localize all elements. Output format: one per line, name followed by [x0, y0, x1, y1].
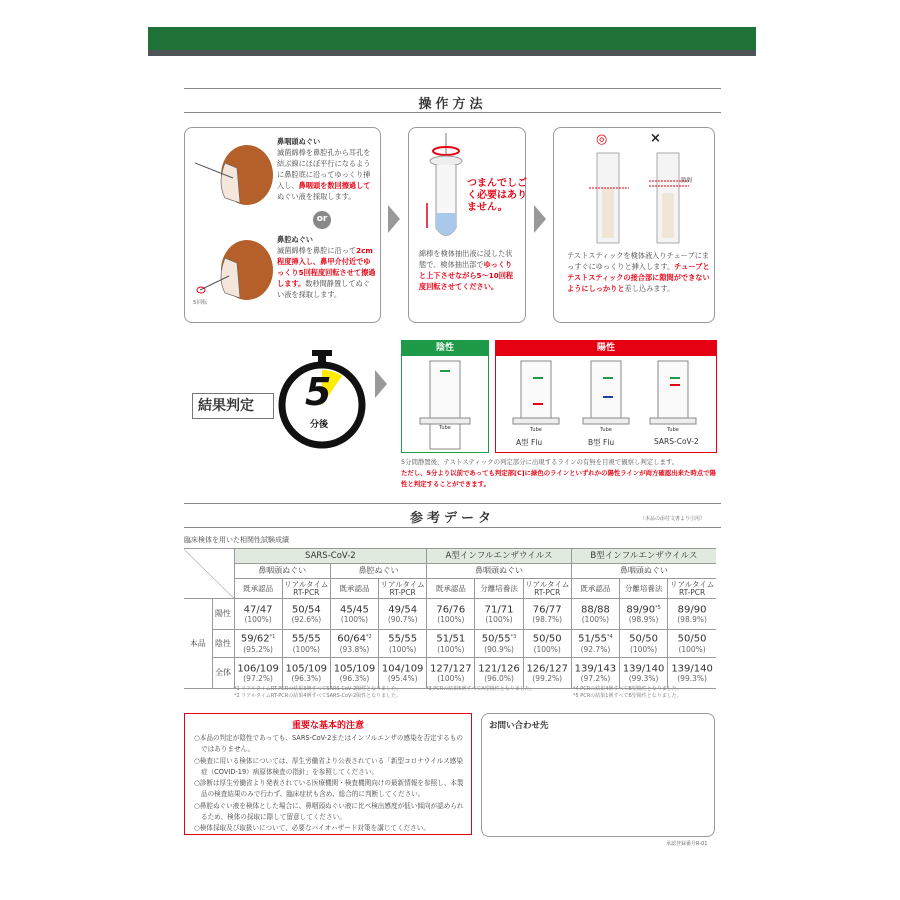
tube-label: Tube — [600, 427, 612, 433]
cell-value: 139/140 — [622, 663, 665, 675]
data-cell — [571, 658, 619, 689]
data-cell — [475, 630, 523, 658]
cell-value: 49/54 — [388, 604, 418, 616]
step-1-card — [184, 127, 381, 323]
cell-footnote-mark: *4 — [606, 634, 613, 641]
footnote: *2 リアルタイムRT-PCRの結果4例すべてSARS-CoV-2陽性となりました。 — [234, 693, 402, 699]
table-row — [184, 599, 716, 630]
cell-value: 50/50 — [677, 633, 707, 645]
note-item: ○鼻腔ぬぐい液を検体とした場合に、鼻咽頭ぬぐい液に比べ検出感度が低い傾向が認められるため、検体の採取に際して留意してください。 — [194, 801, 464, 822]
row-label: 陰性 — [212, 630, 234, 658]
contact-title: お問い合わせ先 — [489, 721, 549, 731]
data-cell — [668, 630, 716, 658]
footnote: *5 PCRの結果1例すべてB型陽性となりました。 — [573, 693, 682, 699]
tube-label: Tube — [439, 425, 451, 431]
cell-percent: (100%) — [629, 644, 658, 654]
cell-percent: (90.7%) — [387, 615, 418, 625]
step1-text-b2: 数秒間静置してぬぐい液を採取します。 — [277, 279, 370, 299]
cell-value: 47/47 — [243, 604, 273, 616]
cell-percent: (92.6%) — [291, 615, 322, 625]
positive-strips-illustration — [496, 356, 718, 436]
data-cell — [330, 658, 378, 689]
data-cell — [475, 658, 523, 689]
step1-text-a: 滅菌綿棒を鼻腔孔から耳孔を結ぶ線にほぼ平行になるように鼻腔底に沿ってゆっくり挿入し、 — [277, 148, 371, 190]
approval-number: 承認登録番号R-01 — [666, 841, 708, 847]
cell-value: 50/50 — [629, 633, 658, 645]
cell-percent: (100%) — [340, 615, 369, 625]
insertion-illustration — [589, 148, 709, 248]
divider — [184, 503, 721, 504]
divider — [184, 527, 721, 528]
cell-percent: (92.7%) — [580, 644, 611, 654]
cell-value: 51/51 — [436, 633, 466, 645]
data-cell — [620, 658, 668, 689]
table-row — [184, 630, 716, 658]
extraction-tube-illustration — [421, 133, 471, 243]
sub-header: 鼻咽頭ぬぐい — [234, 564, 330, 579]
reference-source: （本品の添付文書より引用） — [640, 516, 706, 522]
step2-text: 綿棒を検体抽出液に浸した状態で、検体抽出部で — [419, 249, 513, 269]
result-label: 結果判定 — [192, 393, 274, 419]
sub-header: 鼻咽頭ぬぐい — [571, 564, 716, 579]
cell-value: 105/109 — [285, 663, 328, 675]
tube-label: Tube — [667, 427, 679, 433]
cell-value: 59/62 — [240, 633, 270, 645]
cell-percent: (97.2%) — [243, 674, 273, 684]
cell-value: 88/88 — [580, 604, 610, 616]
data-cell — [379, 658, 427, 689]
step1-red-a: 鼻咽頭を数回擦過して — [298, 181, 371, 190]
data-cell — [234, 630, 282, 658]
step1-text-b: 滅菌綿棒を鼻腔に沿って — [277, 246, 357, 255]
data-cell — [620, 599, 668, 630]
data-cell — [234, 599, 282, 630]
cell-percent: (100%) — [437, 644, 465, 654]
section-title-operation: 操作方法 — [418, 97, 487, 112]
cell-value: 50/55 — [481, 633, 511, 645]
step-3-card — [553, 127, 715, 323]
group-header: A型インフルエンザウイルス — [427, 549, 572, 564]
step3-red: チューブとテストスティックの接合部に隙間ができないようにしっかりと — [567, 262, 710, 293]
step2-red: ゆっくりと上下させながら5〜10回程度回転させてください。 — [419, 260, 514, 291]
data-cell — [668, 658, 716, 689]
wrong-mark-icon: × — [650, 131, 661, 146]
cell-value: 89/90 — [677, 604, 707, 616]
step2-callout: つまんでしごく必要はありません。 — [467, 178, 527, 213]
cell-footnote-mark: *3 — [510, 634, 517, 641]
table-row — [184, 658, 716, 689]
data-cell — [330, 630, 378, 658]
method-header: 分離培養法 — [620, 579, 668, 599]
corner-cell — [184, 549, 234, 599]
nasal-swab-illustration — [195, 238, 275, 303]
note-item: ○検査に用いる検体については、厚生労働省より公表されている「新型コロナウイルス感染症（COVID-19）病原体検査の指針」を参照してください。 — [194, 756, 463, 776]
cell-percent: (100%) — [437, 615, 465, 625]
data-cell — [427, 599, 475, 630]
row-label: 陽性 — [212, 599, 234, 630]
header-banner — [148, 27, 756, 50]
positive-label-sars: SARS-CoV-2 — [654, 437, 699, 446]
nasopharyngeal-swab-illustration — [195, 143, 275, 208]
cell-percent: (100%) — [678, 644, 706, 654]
method-header: 既承認品 — [234, 579, 282, 599]
arrow-right-icon — [375, 370, 387, 398]
divider — [184, 88, 721, 89]
cell-percent: (100%) — [292, 644, 320, 654]
data-cell — [330, 599, 378, 630]
negative-strip-illustration — [402, 356, 488, 452]
data-cell — [379, 630, 427, 658]
data-cell — [427, 658, 475, 689]
footnote: *3 PCRの結果5例すべてA型陽性となりました。 — [426, 686, 535, 692]
section-title-reference: 参考データ — [409, 511, 495, 526]
cell-value: 55/55 — [291, 633, 321, 645]
timer-unit: 分後 — [310, 420, 329, 430]
cell-percent: (100%) — [437, 674, 465, 684]
data-cell — [523, 599, 571, 630]
data-cell — [282, 599, 330, 630]
timer-number: 5 — [305, 370, 332, 414]
footnote: *4 PCRの結果4例すべてB型陽性となりました。 — [573, 686, 682, 692]
cell-value: 71/71 — [484, 604, 514, 616]
rotate-label: 5回転 — [193, 300, 208, 306]
table-subtitle: 臨床検体を用いた相関性試験成績 — [184, 536, 289, 544]
cell-value: 89/90 — [626, 604, 656, 616]
cell-value: 139/140 — [671, 663, 713, 675]
footnote: *1 リアルタイムRT-PCRの結果3例すべてSARS-CoV-2陽性となりました。 — [234, 686, 402, 692]
or-badge: or — [313, 211, 331, 229]
data-cell — [668, 599, 716, 630]
method-header: リアルタイム RT-PCR — [380, 579, 425, 597]
data-cell — [234, 658, 282, 689]
sub-header: 鼻腔ぬぐい — [330, 564, 426, 579]
data-cell — [571, 630, 619, 658]
cell-percent: (99.3%) — [677, 674, 707, 684]
positive-label-b-flu: B型 Flu — [588, 438, 615, 447]
cell-percent: (100%) — [533, 644, 561, 654]
notes-title: 重要な基本的注意 — [291, 721, 364, 731]
cell-percent: (98.7%) — [532, 615, 563, 625]
positive-header: 陽性 — [496, 341, 716, 356]
header-banner-shadow — [148, 50, 756, 56]
step1-red-b: 2cm程度挿入し、鼻甲介付近でゆっくり5回程度回転させて擦過します。 — [277, 246, 376, 288]
cell-value: 51/55 — [578, 633, 607, 645]
cell-value: 76/76 — [436, 604, 466, 616]
cell-value: 45/45 — [340, 604, 369, 616]
cell-footnote-mark: *5 — [655, 604, 661, 611]
result-note: 5分間静置後、テストスティックの判定部分に出現するラインの有無を目視で観察し判定します。 — [401, 458, 679, 466]
step1-text-a2: ぬぐい液を採取します。 — [277, 192, 356, 201]
cell-percent: (96.0%) — [484, 674, 514, 684]
cell-percent: (93.8%) — [339, 644, 370, 654]
cell-percent: (100%) — [581, 615, 610, 625]
data-cell — [427, 630, 475, 658]
negative-panel — [401, 340, 489, 453]
positive-panel — [495, 340, 717, 453]
cell-value: 76/77 — [532, 604, 562, 616]
negative-header: 陰性 — [402, 341, 488, 356]
note-item: ○診断は厚生労働省より発表されている医療機関・検査機関向けの最新情報を参照し、本製品の検査結果のみで行わず、臨床症状も含め、総合的に判断してください。 — [194, 779, 464, 799]
method-header: 既承認品 — [571, 579, 619, 599]
data-cell — [523, 658, 571, 689]
step1-title-b: 鼻腔ぬぐい — [277, 235, 313, 244]
divider — [184, 112, 721, 113]
cell-percent: (96.3%) — [339, 674, 370, 684]
cell-value: 55/55 — [388, 633, 418, 645]
method-header: 分離培養法 — [475, 579, 523, 599]
data-cell — [379, 599, 427, 630]
group-header: B型インフルエンザウイルス — [571, 549, 716, 564]
cell-percent: (100%) — [244, 615, 272, 625]
method-header: 既承認品 — [427, 579, 475, 599]
cell-percent: (100%) — [389, 644, 417, 654]
cell-value: 127/127 — [430, 663, 472, 675]
step-2-card — [408, 127, 526, 323]
cell-value: 139/143 — [574, 663, 617, 675]
cell-value: 60/64 — [337, 633, 367, 645]
cell-footnote-mark: *2 — [366, 634, 372, 641]
cell-percent: (99.2%) — [532, 674, 563, 684]
step1-title-a: 鼻咽頭ぬぐい — [277, 137, 321, 146]
cell-percent: (97.2%) — [580, 674, 611, 684]
arrow-right-icon — [534, 205, 546, 233]
cell-percent: (95.2%) — [243, 644, 273, 654]
cell-value: 105/109 — [333, 663, 376, 675]
data-cell — [523, 630, 571, 658]
positive-label-a-flu: A型 Flu — [516, 438, 543, 447]
group-header: SARS-CoV-2 — [234, 549, 427, 564]
row-group-label: 本品 — [184, 599, 212, 689]
cell-value: 106/109 — [237, 663, 279, 675]
step3-text2: 差し込みます。 — [624, 284, 675, 293]
result-note-red: ただし、5分より以前であっても判定部[C]に緑色のラインといずれかの陽性ラインが両方確認出来た時点で陽性と判定することができます。 — [401, 469, 716, 488]
contact-box — [481, 713, 715, 837]
method-header: 既承認品 — [330, 579, 378, 599]
cell-footnote-mark: *1 — [269, 634, 276, 641]
cell-percent: (99.3%) — [628, 674, 659, 684]
cell-percent: (95.4%) — [387, 674, 418, 684]
correlation-table — [184, 548, 716, 689]
method-header: リアルタイム RT-PCR — [668, 579, 716, 599]
cell-value: 104/109 — [381, 663, 424, 675]
important-notes-box — [184, 713, 472, 835]
method-header: リアルタイム RT-PCR — [284, 579, 329, 597]
cell-value: 121/126 — [478, 663, 520, 675]
cell-value: 126/127 — [526, 663, 568, 675]
gap-label: 隙間 — [681, 178, 693, 184]
cell-percent: (96.3%) — [291, 674, 322, 684]
cell-value: 50/54 — [291, 604, 321, 616]
cell-percent: (90.9%) — [484, 644, 514, 654]
data-cell — [571, 599, 619, 630]
data-cell — [282, 630, 330, 658]
cell-percent: (98.9%) — [628, 615, 659, 625]
row-label: 全体 — [212, 658, 234, 689]
correct-mark-icon: ◎ — [596, 132, 608, 147]
cell-percent: (100%) — [485, 615, 513, 625]
data-cell — [620, 630, 668, 658]
note-item: ○本品の判定が陰性であっても、SARS-CoV-2またはインフルエンザの感染を否定するものではありません。 — [194, 734, 463, 754]
step3-text: テストスティックを検体液入りチューブにまっすぐにゆっくりと挿入します。 — [567, 251, 710, 271]
sub-header: 鼻咽頭ぬぐい — [427, 564, 572, 579]
note-item: ○検体採取及び取扱いについて、必要なバイオハザード対策を講じてください。 — [194, 824, 430, 833]
arrow-right-icon — [388, 205, 400, 233]
method-header: リアルタイム RT-PCR — [525, 579, 570, 597]
data-cell — [475, 599, 523, 630]
data-cell — [282, 658, 330, 689]
cell-percent: (98.9%) — [677, 615, 707, 625]
tube-label: Tube — [530, 427, 542, 433]
cell-value: 50/50 — [532, 633, 562, 645]
